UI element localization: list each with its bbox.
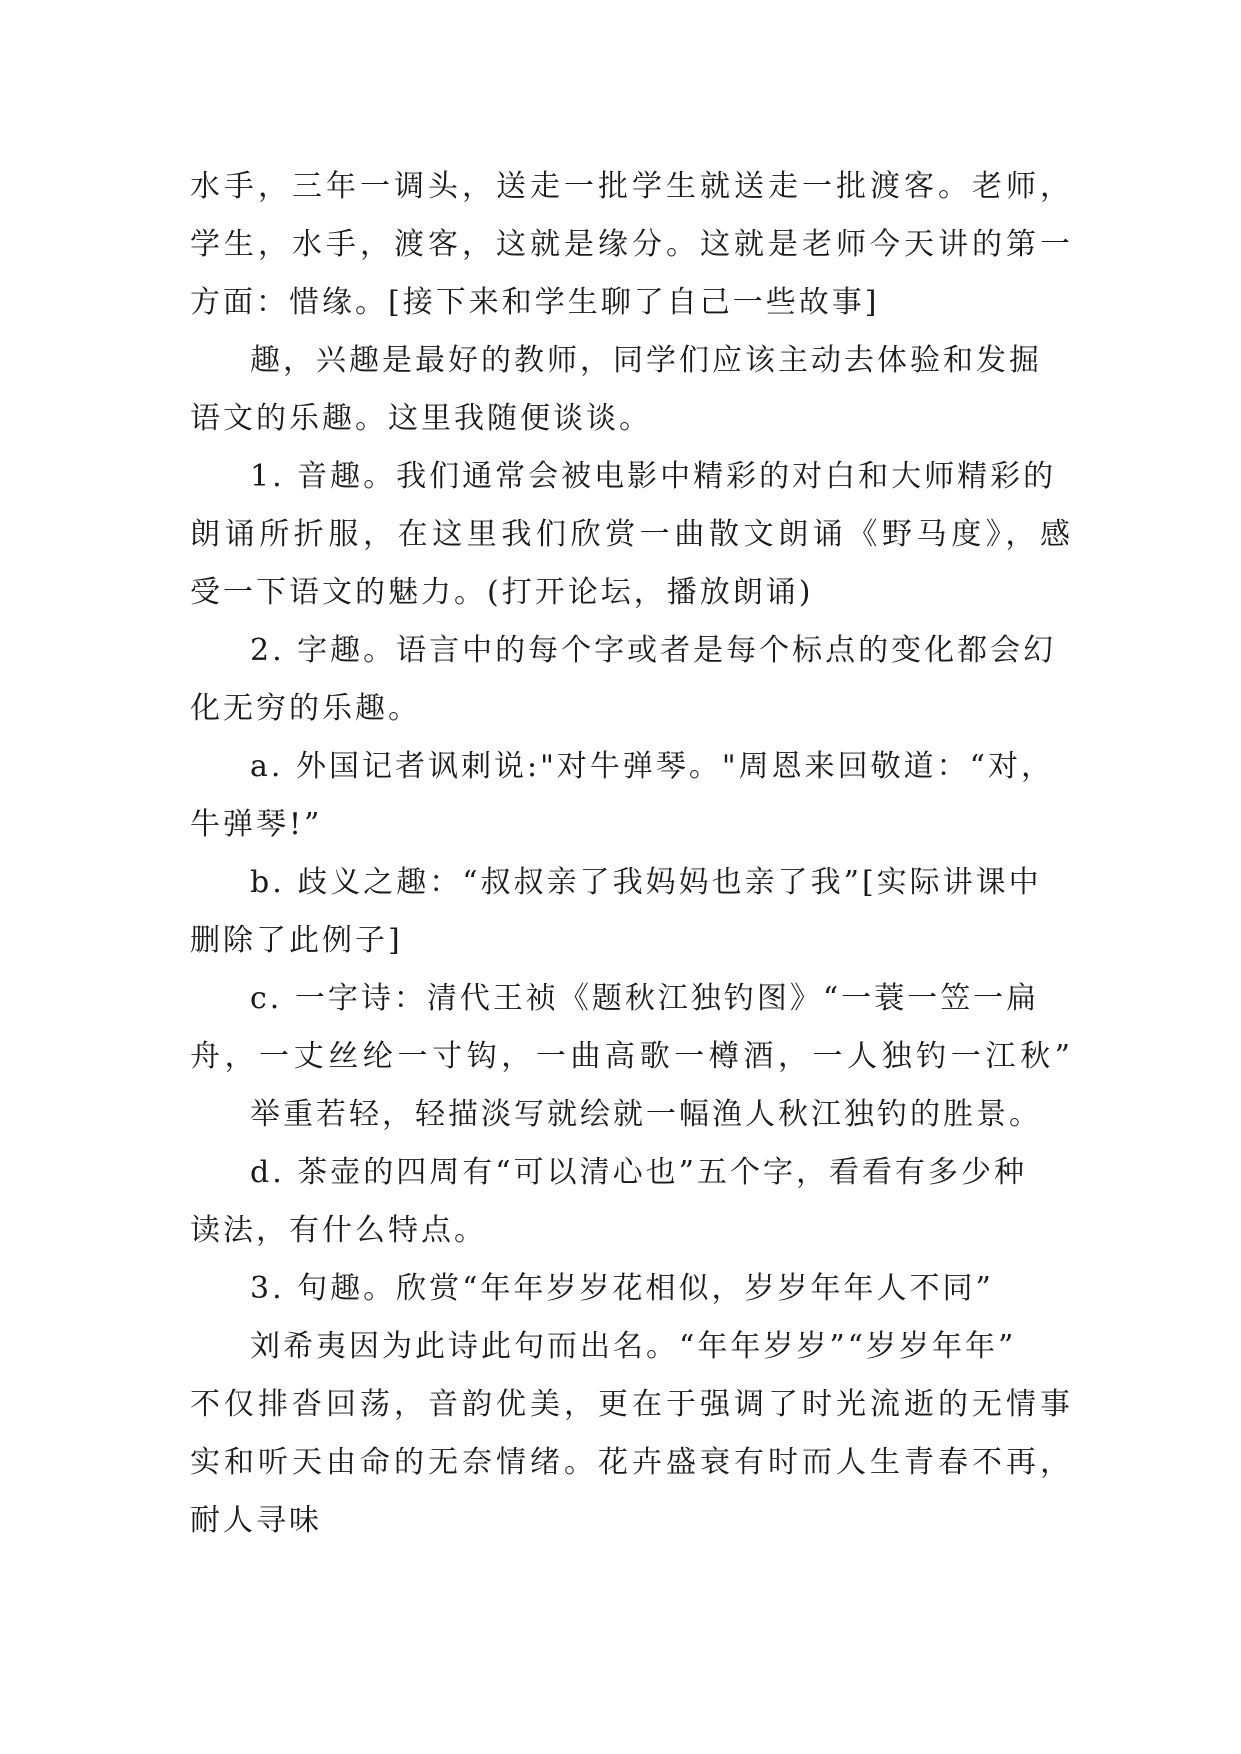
text-line: 删除了此例子] <box>190 923 403 958</box>
text-line: d. 茶壶的四周有“可以清心也”五个字，看看有多少种 <box>250 1155 1027 1190</box>
document-body <box>190 158 1070 1550</box>
text-line: 语文的乐趣。这里我随便谈谈。 <box>190 401 652 436</box>
text-line: a. 外国记者讽刺说:"对牛弹琴。"周恩来回敬道：“对， <box>250 749 1054 784</box>
text-line: 刘希夷因为此诗此句而出名。“年年岁岁”“岁岁年年” <box>250 1329 1017 1364</box>
text-line: 不仅排沓回荡，音韵优美，更在于强调了时光流逝的无情事 <box>190 1387 1070 1422</box>
text-line: 实和听天由命的无奈情绪。花卉盛衰有时而人生青春不再， <box>190 1445 1070 1480</box>
text-line: 读法，有什么特点。 <box>190 1213 487 1248</box>
text-line: 朗诵所折服，在这里我们欣赏一曲散文朗诵《野马度》，感 <box>190 517 1070 552</box>
text-line: 3. 句趣。欣赏“年年岁岁花相似，岁岁年年人不同” <box>250 1271 994 1306</box>
text-line: 水手，三年一调头，送走一批学生就送走一批渡客。老师， <box>190 169 1070 204</box>
text-line: 举重若轻，轻描淡写就绘就一幅渔人秋江独钓的胜景。 <box>250 1097 1042 1132</box>
text-line: 学生，水手，渡客，这就是缘分。这就是老师今天讲的第一 <box>190 227 1070 262</box>
text-line: 2. 字趣。语言中的每个字或者是每个标点的变化都会幻 <box>250 633 1057 668</box>
text-line: 受一下语文的魅力。(打开论坛，播放朗诵) <box>190 575 814 610</box>
text-line: 1. 音趣。我们通常会被电影中精彩的对白和大师精彩的 <box>250 459 1057 494</box>
text-line: 舟，一丈丝纶一寸钩，一曲高歌一樽酒，一人独钓一江秋” <box>190 1039 1070 1074</box>
text-line: 方面：惜缘。[接下来和学生聊了自己一些故事] <box>190 285 880 320</box>
text-line: 趣，兴趣是最好的教师，同学们应该主动去体验和发掘 <box>250 343 1042 378</box>
text-line: c. 一字诗：清代王祯《题秋江独钓图》“一蓑一笠一扁 <box>250 981 1040 1016</box>
text-line: b. 歧义之趣：“叔叔亲了我妈妈也亲了我”[实际讲课中 <box>250 865 1042 900</box>
text-line: 牛弹琴!” <box>190 807 323 842</box>
text-line: 化无穷的乐趣。 <box>190 691 421 726</box>
text-line: 耐人寻味 <box>190 1503 322 1538</box>
